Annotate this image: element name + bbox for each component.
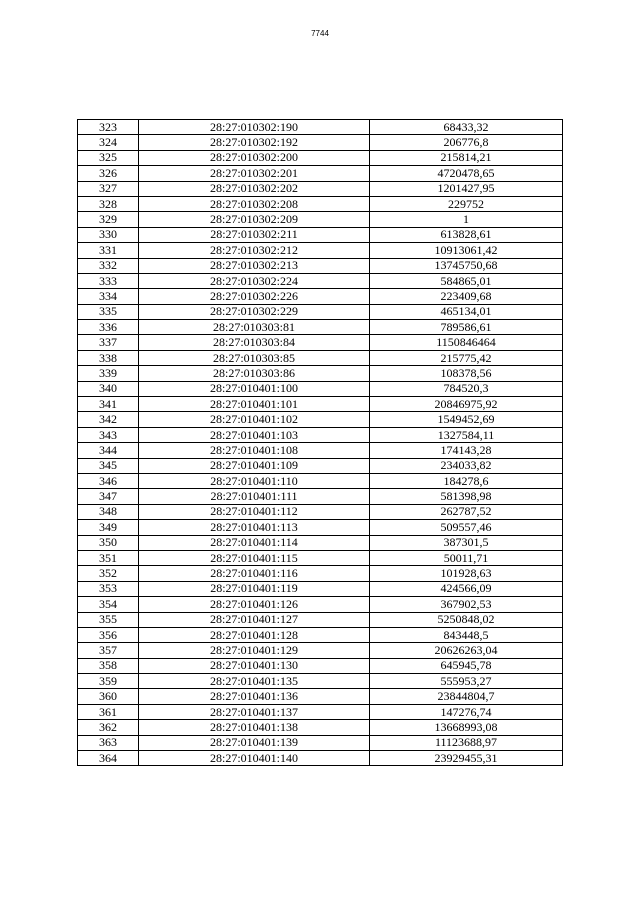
cadastral-number-cell: 28:27:010401:109 [139,458,370,473]
table-row [78,735,563,750]
row-number-cell: 354 [78,597,139,612]
row-number-cell: 348 [78,504,139,519]
cadastral-value-cell: 645945,78 [370,658,563,673]
table-row [78,335,563,350]
cadastral-number-cell: 28:27:010302:212 [139,243,370,258]
cadastral-value-cell: 13668993,08 [370,720,563,735]
row-number-cell: 344 [78,443,139,458]
cadastral-value-cell: 789586,61 [370,320,563,335]
cadastral-number-cell: 28:27:010302:201 [139,166,370,181]
row-number-cell: 339 [78,366,139,381]
cadastral-number-cell: 28:27:010401:127 [139,612,370,627]
row-number-cell: 352 [78,566,139,581]
cadastral-value-cell: 843448,5 [370,627,563,642]
table-row [78,366,563,381]
table-row [78,689,563,704]
table-row [78,550,563,565]
cadastral-value-cell: 174143,28 [370,443,563,458]
table-row [78,227,563,242]
cadastral-value-cell: 223409,68 [370,289,563,304]
cadastral-value-cell: 4720478,65 [370,166,563,181]
cadastral-value-cell: 1549452,69 [370,412,563,427]
row-number-cell: 361 [78,704,139,719]
cadastral-value-cell: 613828,61 [370,227,563,242]
table-row [78,504,563,519]
table-row [78,320,563,335]
row-number-cell: 347 [78,489,139,504]
cadastral-number-cell: 28:27:010401:101 [139,397,370,412]
cadastral-value-table [77,119,563,766]
cadastral-number-cell: 28:27:010401:115 [139,550,370,565]
table-row [78,196,563,211]
cadastral-value-cell: 20626263,04 [370,643,563,658]
cadastral-value-cell: 11123688,97 [370,735,563,750]
row-number-cell: 341 [78,397,139,412]
table-row [78,135,563,150]
cadastral-value-cell: 101928,63 [370,566,563,581]
cadastral-value-cell: 784520,3 [370,381,563,396]
table-row [78,150,563,165]
cadastral-value-cell: 13745750,68 [370,258,563,273]
row-number-cell: 342 [78,412,139,427]
cadastral-value-cell: 147276,74 [370,704,563,719]
cadastral-number-cell: 28:27:010401:108 [139,443,370,458]
table-row [78,243,563,258]
cadastral-value-cell: 229752 [370,196,563,211]
cadastral-value-cell: 108378,56 [370,366,563,381]
cadastral-number-cell: 28:27:010401:116 [139,566,370,581]
cadastral-value-cell: 424566,09 [370,581,563,596]
row-number-cell: 351 [78,550,139,565]
table-row [78,273,563,288]
row-number-cell: 327 [78,181,139,196]
cadastral-number-cell: 28:27:010401:100 [139,381,370,396]
cadastral-value-cell: 215814,21 [370,150,563,165]
row-number-cell: 353 [78,581,139,596]
row-number-cell: 362 [78,720,139,735]
row-number-cell: 340 [78,381,139,396]
cadastral-value-cell: 262787,52 [370,504,563,519]
table-row [78,166,563,181]
cadastral-number-cell: 28:27:010401:119 [139,581,370,596]
cadastral-number-cell: 28:27:010302:190 [139,120,370,135]
row-number-cell: 323 [78,120,139,135]
cadastral-number-cell: 28:27:010401:114 [139,535,370,550]
table-row [78,289,563,304]
table-row [78,458,563,473]
cadastral-number-cell: 28:27:010401:110 [139,473,370,488]
cadastral-number-cell: 28:27:010401:138 [139,720,370,735]
cadastral-value-cell: 509557,46 [370,520,563,535]
cadastral-number-cell: 28:27:010302:208 [139,196,370,211]
cadastral-number-cell: 28:27:010401:140 [139,751,370,766]
row-number-cell: 338 [78,350,139,365]
row-number-cell: 334 [78,289,139,304]
cadastral-number-cell: 28:27:010401:112 [139,504,370,519]
row-number-cell: 333 [78,273,139,288]
table-row [78,674,563,689]
cadastral-number-cell: 28:27:010401:113 [139,520,370,535]
row-number-cell: 336 [78,320,139,335]
table-row [78,212,563,227]
table-row [78,181,563,196]
cadastral-number-cell: 28:27:010401:111 [139,489,370,504]
row-number-cell: 331 [78,243,139,258]
table-row [78,473,563,488]
cadastral-number-cell: 28:27:010303:85 [139,350,370,365]
cadastral-value-cell: 367902,53 [370,597,563,612]
row-number-cell: 358 [78,658,139,673]
cadastral-value-cell: 50011,71 [370,550,563,565]
row-number-cell: 325 [78,150,139,165]
table-row [78,658,563,673]
cadastral-value-cell: 23929455,31 [370,751,563,766]
row-number-cell: 349 [78,520,139,535]
cadastral-number-cell: 28:27:010303:84 [139,335,370,350]
table-body [78,120,563,766]
row-number-cell: 330 [78,227,139,242]
row-number-cell: 343 [78,427,139,442]
cadastral-number-cell: 28:27:010302:226 [139,289,370,304]
table-row [78,427,563,442]
row-number-cell: 332 [78,258,139,273]
table-row [78,627,563,642]
cadastral-value-cell: 206776,8 [370,135,563,150]
cadastral-value-cell: 5250848,02 [370,612,563,627]
cadastral-value-cell: 387301,5 [370,535,563,550]
cadastral-number-cell: 28:27:010302:192 [139,135,370,150]
row-number-cell: 337 [78,335,139,350]
cadastral-number-cell: 28:27:010401:129 [139,643,370,658]
table-row [78,412,563,427]
cadastral-number-cell: 28:27:010303:86 [139,366,370,381]
cadastral-value-cell: 465134,01 [370,304,563,319]
cadastral-value-cell: 581398,98 [370,489,563,504]
table-row [78,397,563,412]
cadastral-number-cell: 28:27:010302:200 [139,150,370,165]
table-row [78,258,563,273]
row-number-cell: 357 [78,643,139,658]
cadastral-number-cell: 28:27:010302:229 [139,304,370,319]
cadastral-value-cell: 584865,01 [370,273,563,288]
cadastral-value-cell: 68433,32 [370,120,563,135]
table-row [78,443,563,458]
cadastral-value-cell: 1150846464 [370,335,563,350]
row-number-cell: 356 [78,627,139,642]
cadastral-number-cell: 28:27:010401:135 [139,674,370,689]
row-number-cell: 335 [78,304,139,319]
table-row [78,350,563,365]
cadastral-value-cell: 1327584,11 [370,427,563,442]
cadastral-number-cell: 28:27:010401:128 [139,627,370,642]
cadastral-number-cell: 28:27:010401:130 [139,658,370,673]
table-row [78,304,563,319]
table-row [78,535,563,550]
table-row [78,120,563,135]
table-row [78,489,563,504]
row-number-cell: 350 [78,535,139,550]
cadastral-value-cell: 10913061,42 [370,243,563,258]
table-row [78,381,563,396]
table-row [78,643,563,658]
table-row [78,751,563,766]
cadastral-number-cell: 28:27:010401:139 [139,735,370,750]
table-row [78,720,563,735]
cadastral-number-cell: 28:27:010302:224 [139,273,370,288]
cadastral-number-cell: 28:27:010401:136 [139,689,370,704]
row-number-cell: 364 [78,751,139,766]
row-number-cell: 346 [78,473,139,488]
cadastral-number-cell: 28:27:010302:202 [139,181,370,196]
cadastral-value-cell: 215775,42 [370,350,563,365]
row-number-cell: 363 [78,735,139,750]
cadastral-value-cell: 184278,6 [370,473,563,488]
row-number-cell: 355 [78,612,139,627]
row-number-cell: 324 [78,135,139,150]
cadastral-number-cell: 28:27:010401:102 [139,412,370,427]
row-number-cell: 328 [78,196,139,211]
table-row [78,520,563,535]
cadastral-value-cell: 23844804,7 [370,689,563,704]
page-number: 7744 [311,29,329,38]
row-number-cell: 360 [78,689,139,704]
cadastral-number-cell: 28:27:010302:209 [139,212,370,227]
table-row [78,612,563,627]
cadastral-number-cell: 28:27:010401:126 [139,597,370,612]
cadastral-number-cell: 28:27:010302:213 [139,258,370,273]
cadastral-number-cell: 28:27:010401:103 [139,427,370,442]
row-number-cell: 345 [78,458,139,473]
cadastral-number-cell: 28:27:010302:211 [139,227,370,242]
cadastral-value-cell: 555953,27 [370,674,563,689]
cadastral-number-cell: 28:27:010401:137 [139,704,370,719]
cadastral-value-cell: 1201427,95 [370,181,563,196]
table-row [78,704,563,719]
table-row [78,597,563,612]
cadastral-number-cell: 28:27:010303:81 [139,320,370,335]
row-number-cell: 329 [78,212,139,227]
cadastral-value-cell: 234033,82 [370,458,563,473]
cadastral-value-cell: 1 [370,212,563,227]
cadastral-value-cell: 20846975,92 [370,397,563,412]
table-row [78,581,563,596]
row-number-cell: 359 [78,674,139,689]
table-row [78,566,563,581]
row-number-cell: 326 [78,166,139,181]
